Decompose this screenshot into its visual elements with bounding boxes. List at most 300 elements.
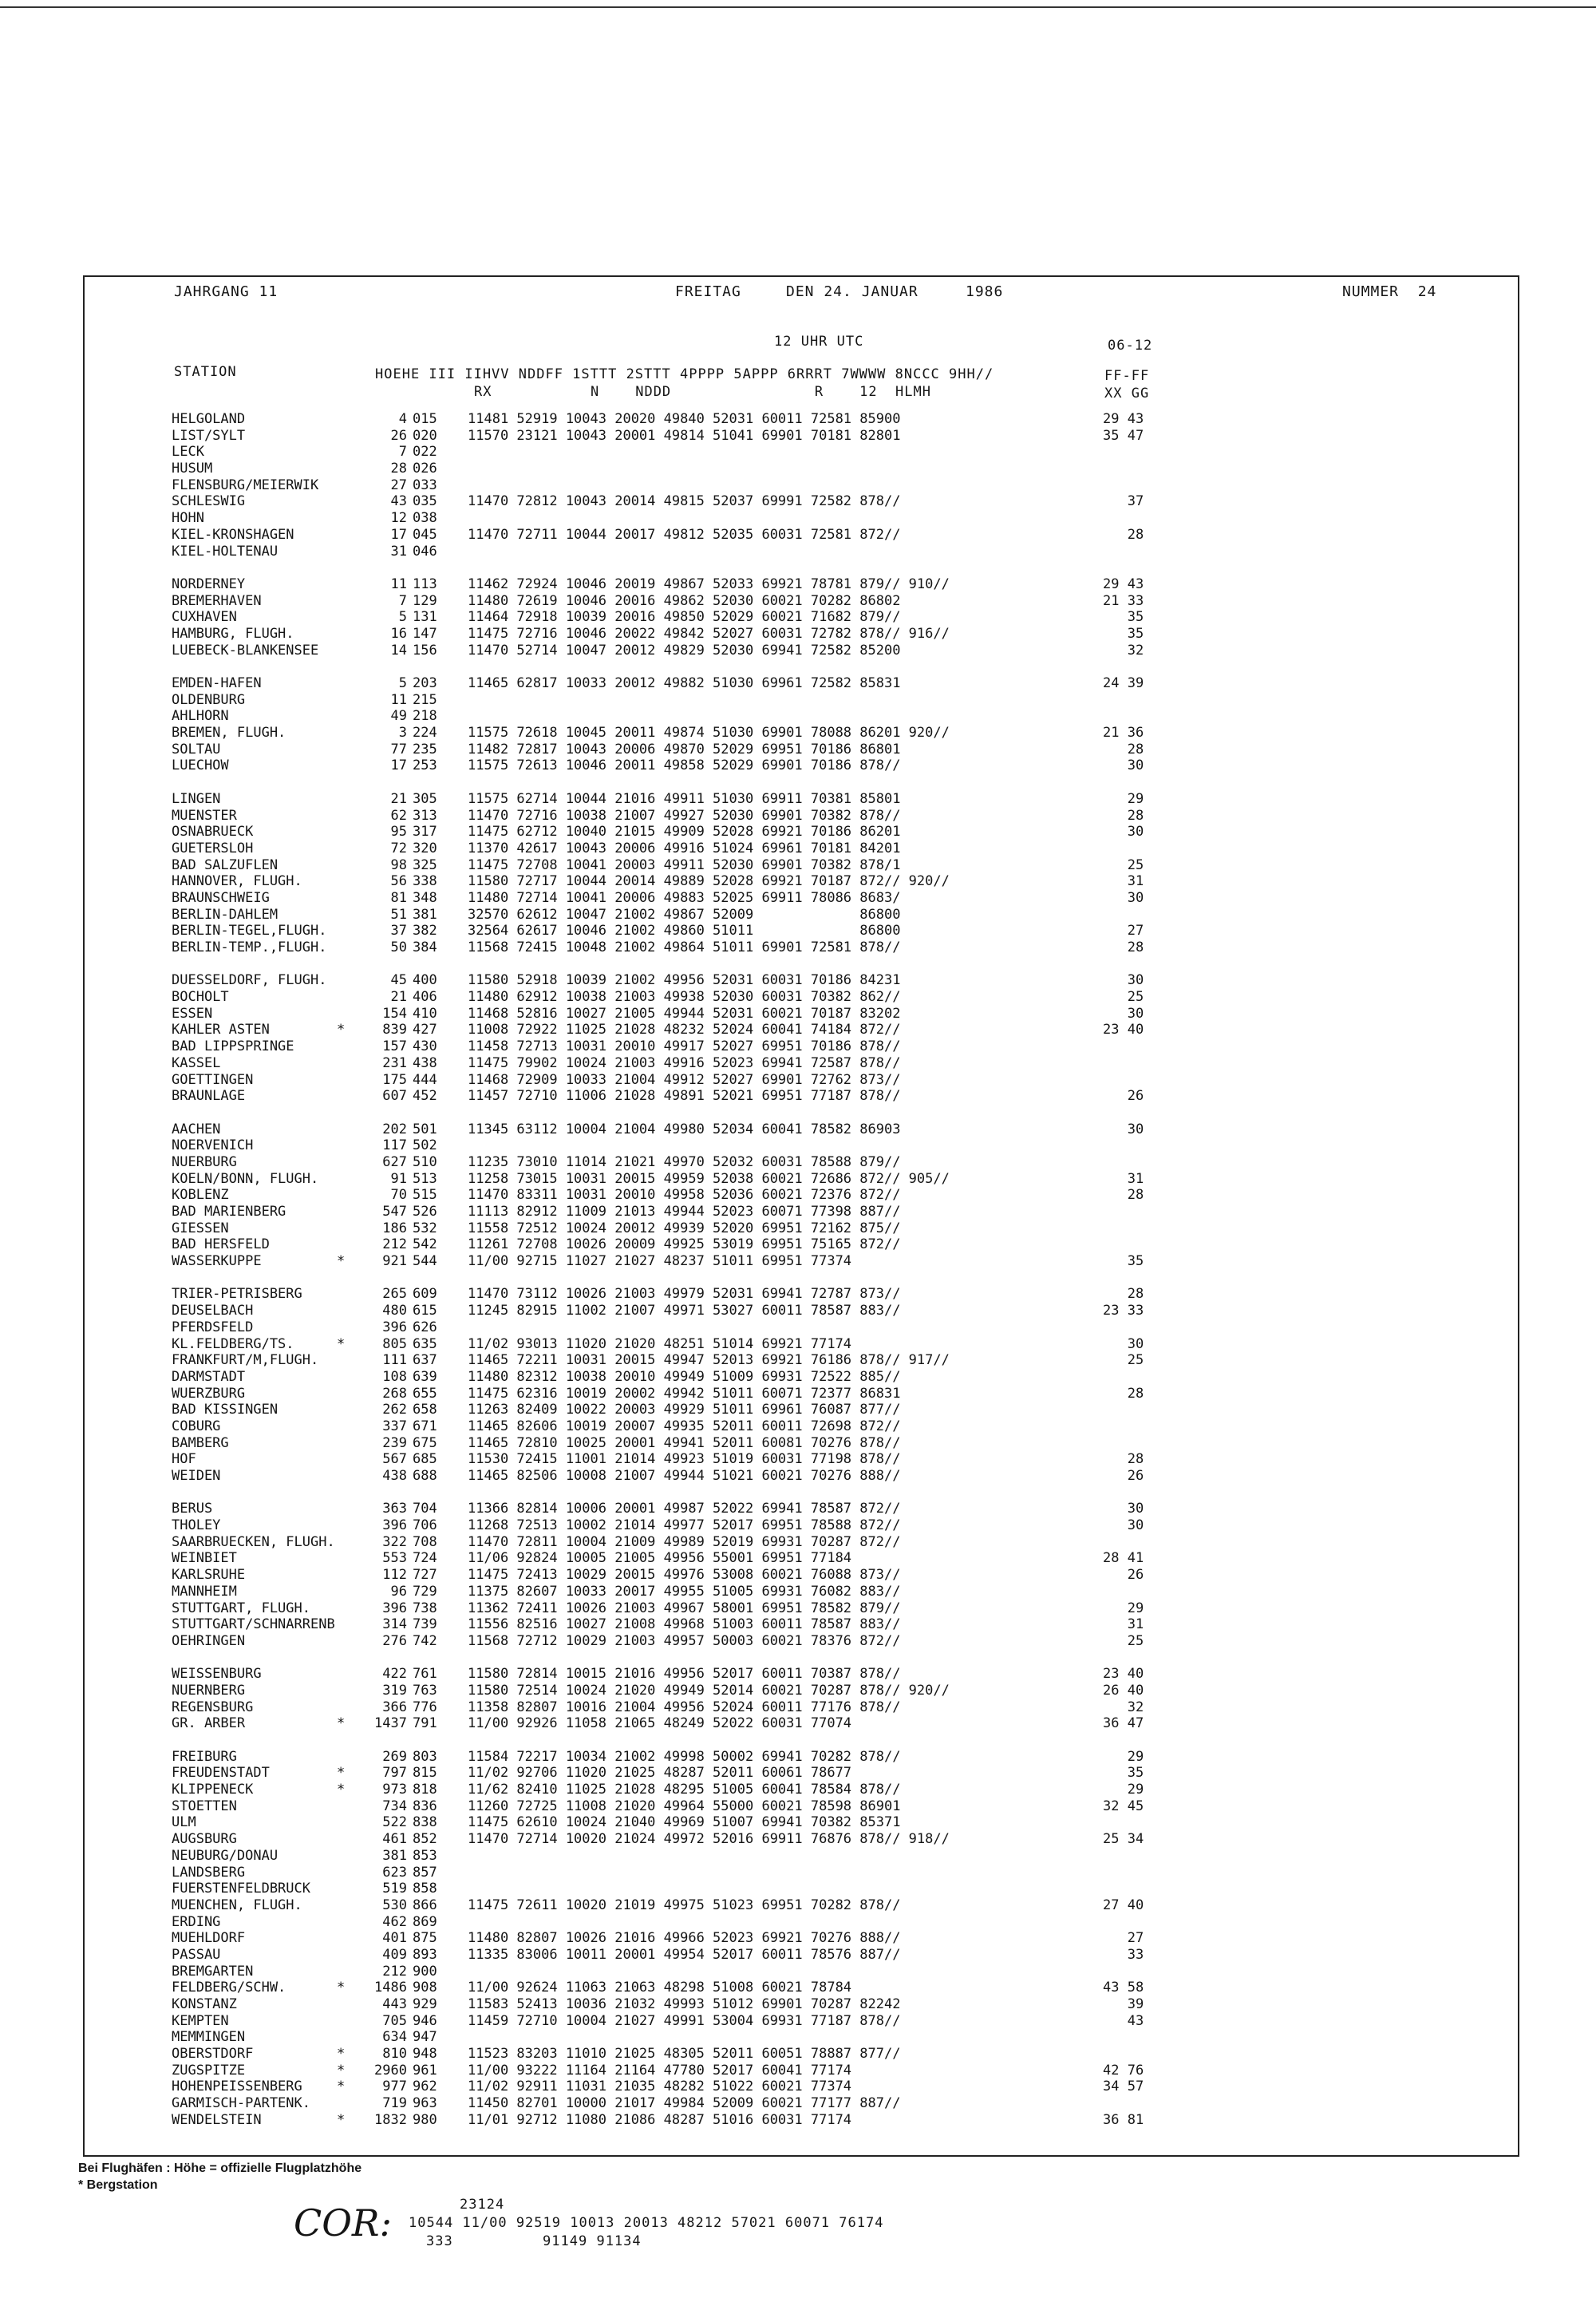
station-height: 623: [382, 1864, 407, 1881]
synop-groups: 11261 72708 10026 20009 49925 53019 69951 75165 872//: [468, 1236, 901, 1253]
station-height: 810: [382, 2046, 407, 2063]
mountain-station-marker: *: [337, 1782, 346, 1798]
table-row: [168, 2112, 1205, 2129]
station-height: 43: [390, 493, 407, 510]
mountain-station-marker: *: [337, 2111, 346, 2128]
station-index: 384: [413, 939, 437, 955]
station-name: NOERVENICH: [172, 1137, 254, 1154]
synop-groups: 11482 72817 10043 20006 49870 52029 69951 70186 86801: [468, 741, 901, 757]
table-row: [168, 428, 1205, 445]
station-name: EMDEN-HAFEN: [172, 675, 262, 691]
station-name: SCHLESWIG: [172, 493, 246, 510]
synop-groups: 11465 72810 10025 20001 49941 52011 60081 70276 878//: [468, 1434, 901, 1451]
correction-line-top: 23124: [460, 2197, 505, 2213]
wind-gust-values: 30: [1103, 1335, 1144, 1352]
station-height: 977: [382, 2079, 407, 2095]
table-row: [168, 2095, 1205, 2112]
station-index: 866: [413, 1897, 437, 1913]
group-spacer: [168, 659, 1205, 675]
table-row: [168, 725, 1205, 742]
table-row: [168, 1616, 1205, 1633]
table-row: [168, 939, 1205, 956]
station-height: 49: [390, 708, 407, 725]
station-name: WEINBIET: [172, 1550, 237, 1567]
synop-groups: 11475 62316 10019 20002 49942 51011 60071 72377 86831: [468, 1385, 901, 1402]
table-row: [168, 1782, 1205, 1798]
station-height: 4: [398, 411, 407, 427]
station-height: 51: [390, 906, 407, 923]
wind-gust-values: 27: [1103, 923, 1144, 939]
wind-gust-values: 28: [1103, 741, 1144, 757]
table-row: [168, 1088, 1205, 1105]
station-height: 28: [390, 461, 407, 477]
station-height: 422: [382, 1666, 407, 1683]
station-name: MEMMINGEN: [172, 2029, 246, 2046]
volume-label: JAHRGANG 11: [174, 283, 279, 300]
station-name: NEUBURG/DONAU: [172, 1847, 279, 1864]
wind-gust-values: 28: [1103, 807, 1144, 824]
station-index: 908: [413, 1980, 437, 1996]
station-index: 875: [413, 1930, 437, 1947]
synop-groups: 11580 52918 10039 21002 49956 52031 60031 70186 84231: [468, 972, 901, 989]
synop-groups: 11465 82606 10019 20007 49935 52011 60011 72698 872//: [468, 1418, 901, 1434]
station-index: 410: [413, 1005, 437, 1022]
table-row: [168, 1286, 1205, 1303]
station-index: 427: [413, 1022, 437, 1038]
wind-gust-values: 29: [1103, 1748, 1144, 1765]
station-index: 235: [413, 741, 437, 757]
table-row: [168, 1831, 1205, 1848]
table-row: [168, 1038, 1205, 1055]
wind-gust-values: 29: [1103, 1600, 1144, 1616]
station-name: FUERSTENFELDBRUCK: [172, 1881, 310, 1897]
station-name: SOLTAU: [172, 741, 221, 757]
station-name: BERLIN-TEMP.,FLUGH.: [172, 939, 327, 955]
station-index: 869: [413, 1913, 437, 1930]
station-name: BAD KISSINGEN: [172, 1402, 279, 1418]
station-name: KIEL-KRONSHAGEN: [172, 526, 294, 543]
synop-groups: 11475 62712 10040 21015 49909 52028 69921 70186 86201: [468, 824, 901, 841]
table-row: [168, 1897, 1205, 1914]
wind-gust-values: 28 41: [1103, 1550, 1144, 1567]
table-row: [168, 1418, 1205, 1435]
station-height: 276: [382, 1632, 407, 1649]
table-row: [168, 1534, 1205, 1551]
station-index: 893: [413, 1946, 437, 1963]
station-index: 763: [413, 1682, 437, 1699]
synop-groups: 11470 72811 10004 21009 49989 52019 69931 70287 872//: [468, 1533, 901, 1550]
station-name: GR. ARBER: [172, 1715, 246, 1732]
synop-groups: 11465 82506 10008 21007 49944 51021 60021 70276 888//: [468, 1468, 901, 1484]
station-name: OLDENBURG: [172, 691, 246, 708]
table-row: [168, 1336, 1205, 1353]
station-height: 11: [390, 576, 407, 592]
synop-groups: 11575 72618 10045 20011 49874 51030 69901 78088 86201 920//: [468, 725, 950, 742]
wind-gust-values: 29 43: [1103, 576, 1144, 592]
station-height: 37: [390, 923, 407, 939]
station-name: NUERNBERG: [172, 1682, 246, 1699]
table-row: [168, 841, 1205, 857]
station-height: 409: [382, 1946, 407, 1963]
station-name: KONSTANZ: [172, 1996, 237, 2012]
table-row: [168, 1154, 1205, 1171]
date: DEN 24. JANUAR: [786, 283, 918, 300]
table-row: [168, 1072, 1205, 1089]
table-row: [168, 1996, 1205, 2013]
station-index: 338: [413, 873, 437, 890]
station-index: 381: [413, 906, 437, 923]
table-row: [168, 1798, 1205, 1815]
synop-groups: 11/00 92715 11027 21027 48237 51011 69951 77374: [468, 1253, 852, 1270]
station-index: 739: [413, 1616, 437, 1633]
station-name: KIEL-HOLTENAU: [172, 543, 279, 560]
synop-groups: 11458 72713 10031 20010 49917 52027 69951 70186 878//: [468, 1038, 901, 1055]
station-index: 510: [413, 1153, 437, 1170]
station-name: NUERBURG: [172, 1153, 237, 1170]
station-name: AACHEN: [172, 1121, 221, 1137]
station-name: BRAUNSCHWEIG: [172, 889, 270, 906]
station-height: 56: [390, 873, 407, 890]
station-height: 627: [382, 1153, 407, 1170]
station-height: 111: [382, 1352, 407, 1369]
station-name: STOETTEN: [172, 1798, 237, 1814]
station-height: 265: [382, 1286, 407, 1303]
column-headers-line2: RX N NDDD R 12 HLMH: [474, 384, 931, 400]
synop-groups: 11470 52714 10047 20012 49829 52030 69941 72582 85200: [468, 642, 901, 659]
synop-groups: 11457 72710 11006 21028 49891 52021 69951 77187 878//: [468, 1088, 901, 1105]
station-index: 113: [413, 576, 437, 592]
station-height: 239: [382, 1434, 407, 1451]
mountain-station-marker: *: [337, 1715, 346, 1732]
wind-gust-values: 23 33: [1103, 1303, 1144, 1319]
synop-groups: 11/01 92712 11080 21086 48287 51016 60031 77174: [468, 2111, 852, 2128]
station-index: 203: [413, 675, 437, 691]
wind-gust-values: 25: [1103, 1632, 1144, 1649]
group-spacer: [168, 956, 1205, 973]
synop-groups: 11580 72514 10024 21020 49949 52014 60021 70287 878// 920//: [468, 1682, 950, 1699]
station-index: 033: [413, 477, 437, 493]
station-name: ESSEN: [172, 1005, 213, 1022]
station-index: 131: [413, 609, 437, 626]
synop-groups: 11470 73112 10026 21003 49979 52031 69941 72787 873//: [468, 1286, 901, 1303]
station-height: 269: [382, 1748, 407, 1765]
synop-groups: 11480 82312 10038 20010 49949 51009 69931 72522 885//: [468, 1368, 901, 1385]
synop-groups: 11470 72716 10038 21007 49927 52030 69901 70382 878//: [468, 807, 901, 824]
station-index: 452: [413, 1088, 437, 1105]
station-index: 980: [413, 2111, 437, 2128]
table-row: [168, 1584, 1205, 1600]
table-row: [168, 1352, 1205, 1369]
station-height: 1437: [374, 1715, 407, 1732]
station-index: 946: [413, 2012, 437, 2029]
wind-gust-values: 27: [1103, 1930, 1144, 1947]
station-name: WASSERKUPPE: [172, 1253, 262, 1270]
wind-gust-values: 28: [1103, 1187, 1144, 1204]
station-height: 26: [390, 427, 407, 444]
wind-gust-values: 37: [1103, 493, 1144, 510]
station-height: 719: [382, 2095, 407, 2112]
wind-gust-values: 31: [1103, 873, 1144, 890]
wind-gust-values: 30: [1103, 972, 1144, 989]
station-height: 268: [382, 1385, 407, 1402]
station-name: HAMBURG, FLUGH.: [172, 625, 294, 642]
station-index: 857: [413, 1864, 437, 1881]
synop-groups: 11450 82701 10000 21017 49984 52009 60021 77177 887//: [468, 2095, 901, 2112]
synop-groups: 11470 72812 10043 20014 49815 52037 69991 72582 878//: [468, 493, 901, 510]
year: 1986: [966, 283, 1004, 300]
station-name: NORDERNEY: [172, 576, 246, 592]
station-index: 501: [413, 1121, 437, 1137]
table-row: [168, 643, 1205, 659]
table-row: [168, 527, 1205, 544]
station-name: DUESSELDORF, FLUGH.: [172, 972, 327, 989]
correction-label: COR:: [294, 2201, 393, 2245]
table-row: [168, 1121, 1205, 1138]
column-ff-line1: FF-FF: [1104, 368, 1150, 384]
station-height: 7: [398, 592, 407, 609]
table-row: [168, 757, 1205, 774]
station-index: 818: [413, 1782, 437, 1798]
synop-groups: 11480 62912 10038 21003 49938 52030 60031 70382 862//: [468, 989, 901, 1006]
station-height: 634: [382, 2029, 407, 2046]
station-name: GOETTINGEN: [172, 1071, 254, 1088]
station-height: 607: [382, 1088, 407, 1105]
station-height: 381: [382, 1847, 407, 1864]
table-row: [168, 1964, 1205, 1980]
period-label: 06-12: [1108, 338, 1153, 354]
station-index: 761: [413, 1666, 437, 1683]
station-index: 838: [413, 1814, 437, 1831]
synop-groups: 11580 72814 10015 21016 49956 52017 60011 70387 878//: [468, 1666, 901, 1683]
station-index: 129: [413, 592, 437, 609]
wind-gust-values: 32 45: [1103, 1798, 1144, 1814]
station-height: 839: [382, 1022, 407, 1038]
table-row: [168, 1236, 1205, 1253]
table-row: [168, 2029, 1205, 2046]
synop-groups: 11470 72711 10044 20017 49812 52035 60031 72581 872//: [468, 526, 901, 543]
wind-gust-values: 35: [1103, 609, 1144, 626]
weekday: FREITAG: [675, 283, 741, 300]
wind-gust-values: 35 47: [1103, 427, 1144, 444]
mountain-station-marker: *: [337, 1765, 346, 1782]
synop-groups: 32570 62612 10047 21002 49867 52009 86800: [468, 906, 901, 923]
synop-groups: 11/00 92926 11058 21065 48249 52022 60031 77074: [468, 1715, 852, 1732]
table-row: [168, 2046, 1205, 2063]
station-index: 738: [413, 1600, 437, 1616]
station-index: 836: [413, 1798, 437, 1814]
station-height: 117: [382, 1137, 407, 1154]
station-height: 519: [382, 1881, 407, 1897]
station-index: 218: [413, 708, 437, 725]
station-name: HOHN: [172, 510, 204, 527]
station-index: 544: [413, 1253, 437, 1270]
wind-gust-values: 29: [1103, 1782, 1144, 1798]
station-name: WEIDEN: [172, 1468, 221, 1484]
synop-groups: 11459 72710 10004 21027 49991 53004 69931 77187 878//: [468, 2012, 901, 2029]
station-index: 658: [413, 1402, 437, 1418]
station-name: BERLIN-DAHLEM: [172, 906, 279, 923]
station-height: 11: [390, 691, 407, 708]
wind-gust-values: 34 57: [1103, 2079, 1144, 2095]
table-row: [168, 626, 1205, 643]
wind-gust-values: 30: [1103, 1005, 1144, 1022]
wind-gust-values: 23 40: [1103, 1666, 1144, 1683]
synop-groups: 11568 72415 10048 21002 49864 51011 69901 72581 878//: [468, 939, 901, 955]
group-spacer: [168, 1270, 1205, 1287]
wind-gust-values: 35: [1103, 1253, 1144, 1270]
station-height: 108: [382, 1368, 407, 1385]
station-height: 438: [382, 1468, 407, 1484]
synop-groups: 11475 79902 10024 21003 49916 52023 69941 72587 878//: [468, 1054, 901, 1071]
station-index: 639: [413, 1368, 437, 1385]
table-row: [168, 1055, 1205, 1072]
station-height: 212: [382, 1963, 407, 1980]
station-index: 803: [413, 1748, 437, 1765]
synop-groups: 11462 72924 10046 20019 49867 52033 69921 78781 879// 910//: [468, 576, 950, 592]
synop-groups: 11575 72613 10046 20011 49858 52029 69901 70186 878//: [468, 757, 901, 774]
station-index: 900: [413, 1963, 437, 1980]
station-index: 704: [413, 1501, 437, 1517]
station-index: 675: [413, 1434, 437, 1451]
station-height: 797: [382, 1765, 407, 1782]
station-name: STUTTGART/SCHNARRENB: [172, 1616, 335, 1633]
table-row: [168, 609, 1205, 626]
station-index: 962: [413, 2079, 437, 2095]
station-name: ZUGSPITZE: [172, 2062, 246, 2079]
station-index: 325: [413, 856, 437, 873]
table-row: [168, 873, 1205, 890]
station-height: 95: [390, 824, 407, 841]
mountain-station-marker: *: [337, 1022, 346, 1038]
station-height: 212: [382, 1236, 407, 1253]
synop-groups: 11558 72512 10024 20012 49939 52020 69951 72162 875//: [468, 1220, 901, 1236]
station-name: THOLEY: [172, 1517, 221, 1534]
synop-groups: 11530 72415 11001 21014 49923 51019 60031 77198 878//: [468, 1451, 901, 1468]
station-index: 729: [413, 1583, 437, 1600]
station-index: 776: [413, 1699, 437, 1715]
wind-gust-values: 28: [1103, 1451, 1144, 1468]
station-index: 852: [413, 1831, 437, 1848]
synop-groups: 11468 52816 10027 21005 49944 52031 60021 70187 83202: [468, 1005, 901, 1022]
station-index: 532: [413, 1220, 437, 1236]
station-height: 1486: [374, 1980, 407, 1996]
station-name: BAMBERG: [172, 1434, 229, 1451]
synop-groups: 11470 72714 10020 21024 49972 52016 69911 76876 878// 918//: [468, 1831, 950, 1848]
wind-gust-values: 30: [1103, 824, 1144, 841]
station-name: BOCHOLT: [172, 989, 229, 1006]
table-row: [168, 593, 1205, 610]
synop-groups: 11464 72918 10039 20016 49850 52029 60021 71682 879//: [468, 609, 901, 626]
station-name: MUENSTER: [172, 807, 237, 824]
table-row: [168, 510, 1205, 527]
station-height: 21: [390, 989, 407, 1006]
station-height: 396: [382, 1600, 407, 1616]
station-height: 77: [390, 741, 407, 757]
station-index: 020: [413, 427, 437, 444]
mountain-station-marker: *: [337, 2046, 346, 2063]
station-index: 444: [413, 1071, 437, 1088]
synop-groups: 11263 82409 10022 20003 49929 51011 69961 76087 877//: [468, 1402, 901, 1418]
station-height: 973: [382, 1782, 407, 1798]
station-name: BREMERHAVEN: [172, 592, 262, 609]
station-name: PFERDSFELD: [172, 1319, 254, 1335]
station-name: HOHENPEISSENBERG: [172, 2079, 302, 2095]
wind-gust-values: 28: [1103, 1286, 1144, 1303]
synop-groups: 11468 72909 10033 21004 49912 52027 69901 72762 873//: [468, 1071, 901, 1088]
synop-groups: 32564 62617 10046 21002 49860 51011 86800: [468, 923, 901, 939]
table-row: [168, 890, 1205, 907]
mountain-station-marker: *: [337, 1253, 346, 1270]
station-index: 685: [413, 1451, 437, 1468]
table-row: [168, 1253, 1205, 1270]
wind-gust-values: 29: [1103, 790, 1144, 807]
station-index: 430: [413, 1038, 437, 1055]
station-name: OBERSTDORF: [172, 2046, 254, 2063]
wind-gust-values: 35: [1103, 1765, 1144, 1782]
wind-gust-values: 21 36: [1103, 725, 1144, 742]
station-height: 363: [382, 1501, 407, 1517]
station-height: 2960: [374, 2062, 407, 2079]
synop-groups: 11358 82807 10016 21004 49956 52024 60011 77176 878//: [468, 1699, 901, 1715]
station-height: 314: [382, 1616, 407, 1633]
footnote-airports: Bei Flughäfen : Höhe = offizielle Flugplatzhöhe: [78, 2162, 362, 2175]
table-row: [168, 461, 1205, 477]
station-name: FELDBERG/SCHW.: [172, 1980, 286, 1996]
station-index: 635: [413, 1335, 437, 1352]
group-spacer: [168, 774, 1205, 791]
synop-groups: 11475 72716 10046 20022 49842 52027 60031 72782 878// 916//: [468, 625, 950, 642]
station-height: 921: [382, 1253, 407, 1270]
station-height: 522: [382, 1814, 407, 1831]
wind-gust-values: 30: [1103, 1121, 1144, 1137]
station-height: 396: [382, 1517, 407, 1534]
wind-gust-values: 31: [1103, 1170, 1144, 1187]
station-height: 3: [398, 725, 407, 742]
station-index: 400: [413, 972, 437, 989]
column-headers-line1: HOEHE III IIHVV NDDFF 1STTT 2STTT 4PPPP 5APPP 6RRRT 7WWWW 8NCCC 9HH//: [375, 366, 994, 382]
station-name: KLIPPENECK: [172, 1782, 254, 1798]
station-name: MUEHLDORF: [172, 1930, 246, 1947]
station-height: 396: [382, 1319, 407, 1335]
synop-groups: 11475 62610 10024 21040 49969 51007 69941 70382 85371: [468, 1814, 901, 1831]
station-name: TRIER-PETRISBERG: [172, 1286, 302, 1303]
wind-gust-values: 42 76: [1103, 2062, 1144, 2079]
station-name: LUECHOW: [172, 757, 229, 774]
station-name: MANNHEIM: [172, 1583, 237, 1600]
station-name: CUXHAVEN: [172, 609, 237, 626]
table-row: [168, 1633, 1205, 1650]
wind-gust-values: 29 43: [1103, 411, 1144, 427]
synop-groups: 11481 52919 10043 20020 49840 52031 60011 72581 85900: [468, 411, 901, 427]
synop-groups: 11/02 92911 11031 21035 48282 51022 60021 77374: [468, 2079, 852, 2095]
synop-groups: 11575 62714 10044 21016 49911 51030 69911 70381 85801: [468, 790, 901, 807]
station-index: 026: [413, 461, 437, 477]
station-height: 322: [382, 1533, 407, 1550]
station-height: 154: [382, 1005, 407, 1022]
synop-groups: 11470 83311 10031 20010 49958 52036 60021 72376 872//: [468, 1187, 901, 1204]
wind-gust-values: 30: [1103, 1501, 1144, 1517]
station-name: BAD LIPPSPRINGE: [172, 1038, 294, 1055]
station-height: 91: [390, 1170, 407, 1187]
table-row: [168, 1517, 1205, 1534]
station-name: BRAUNLAGE: [172, 1088, 246, 1105]
station-height: 12: [390, 510, 407, 527]
station-index: 317: [413, 824, 437, 841]
station-height: 480: [382, 1303, 407, 1319]
station-name: GIESSEN: [172, 1220, 229, 1236]
synop-groups: 11245 82915 11002 21007 49971 53027 60011 78587 883//: [468, 1303, 901, 1319]
table-row: [168, 824, 1205, 841]
